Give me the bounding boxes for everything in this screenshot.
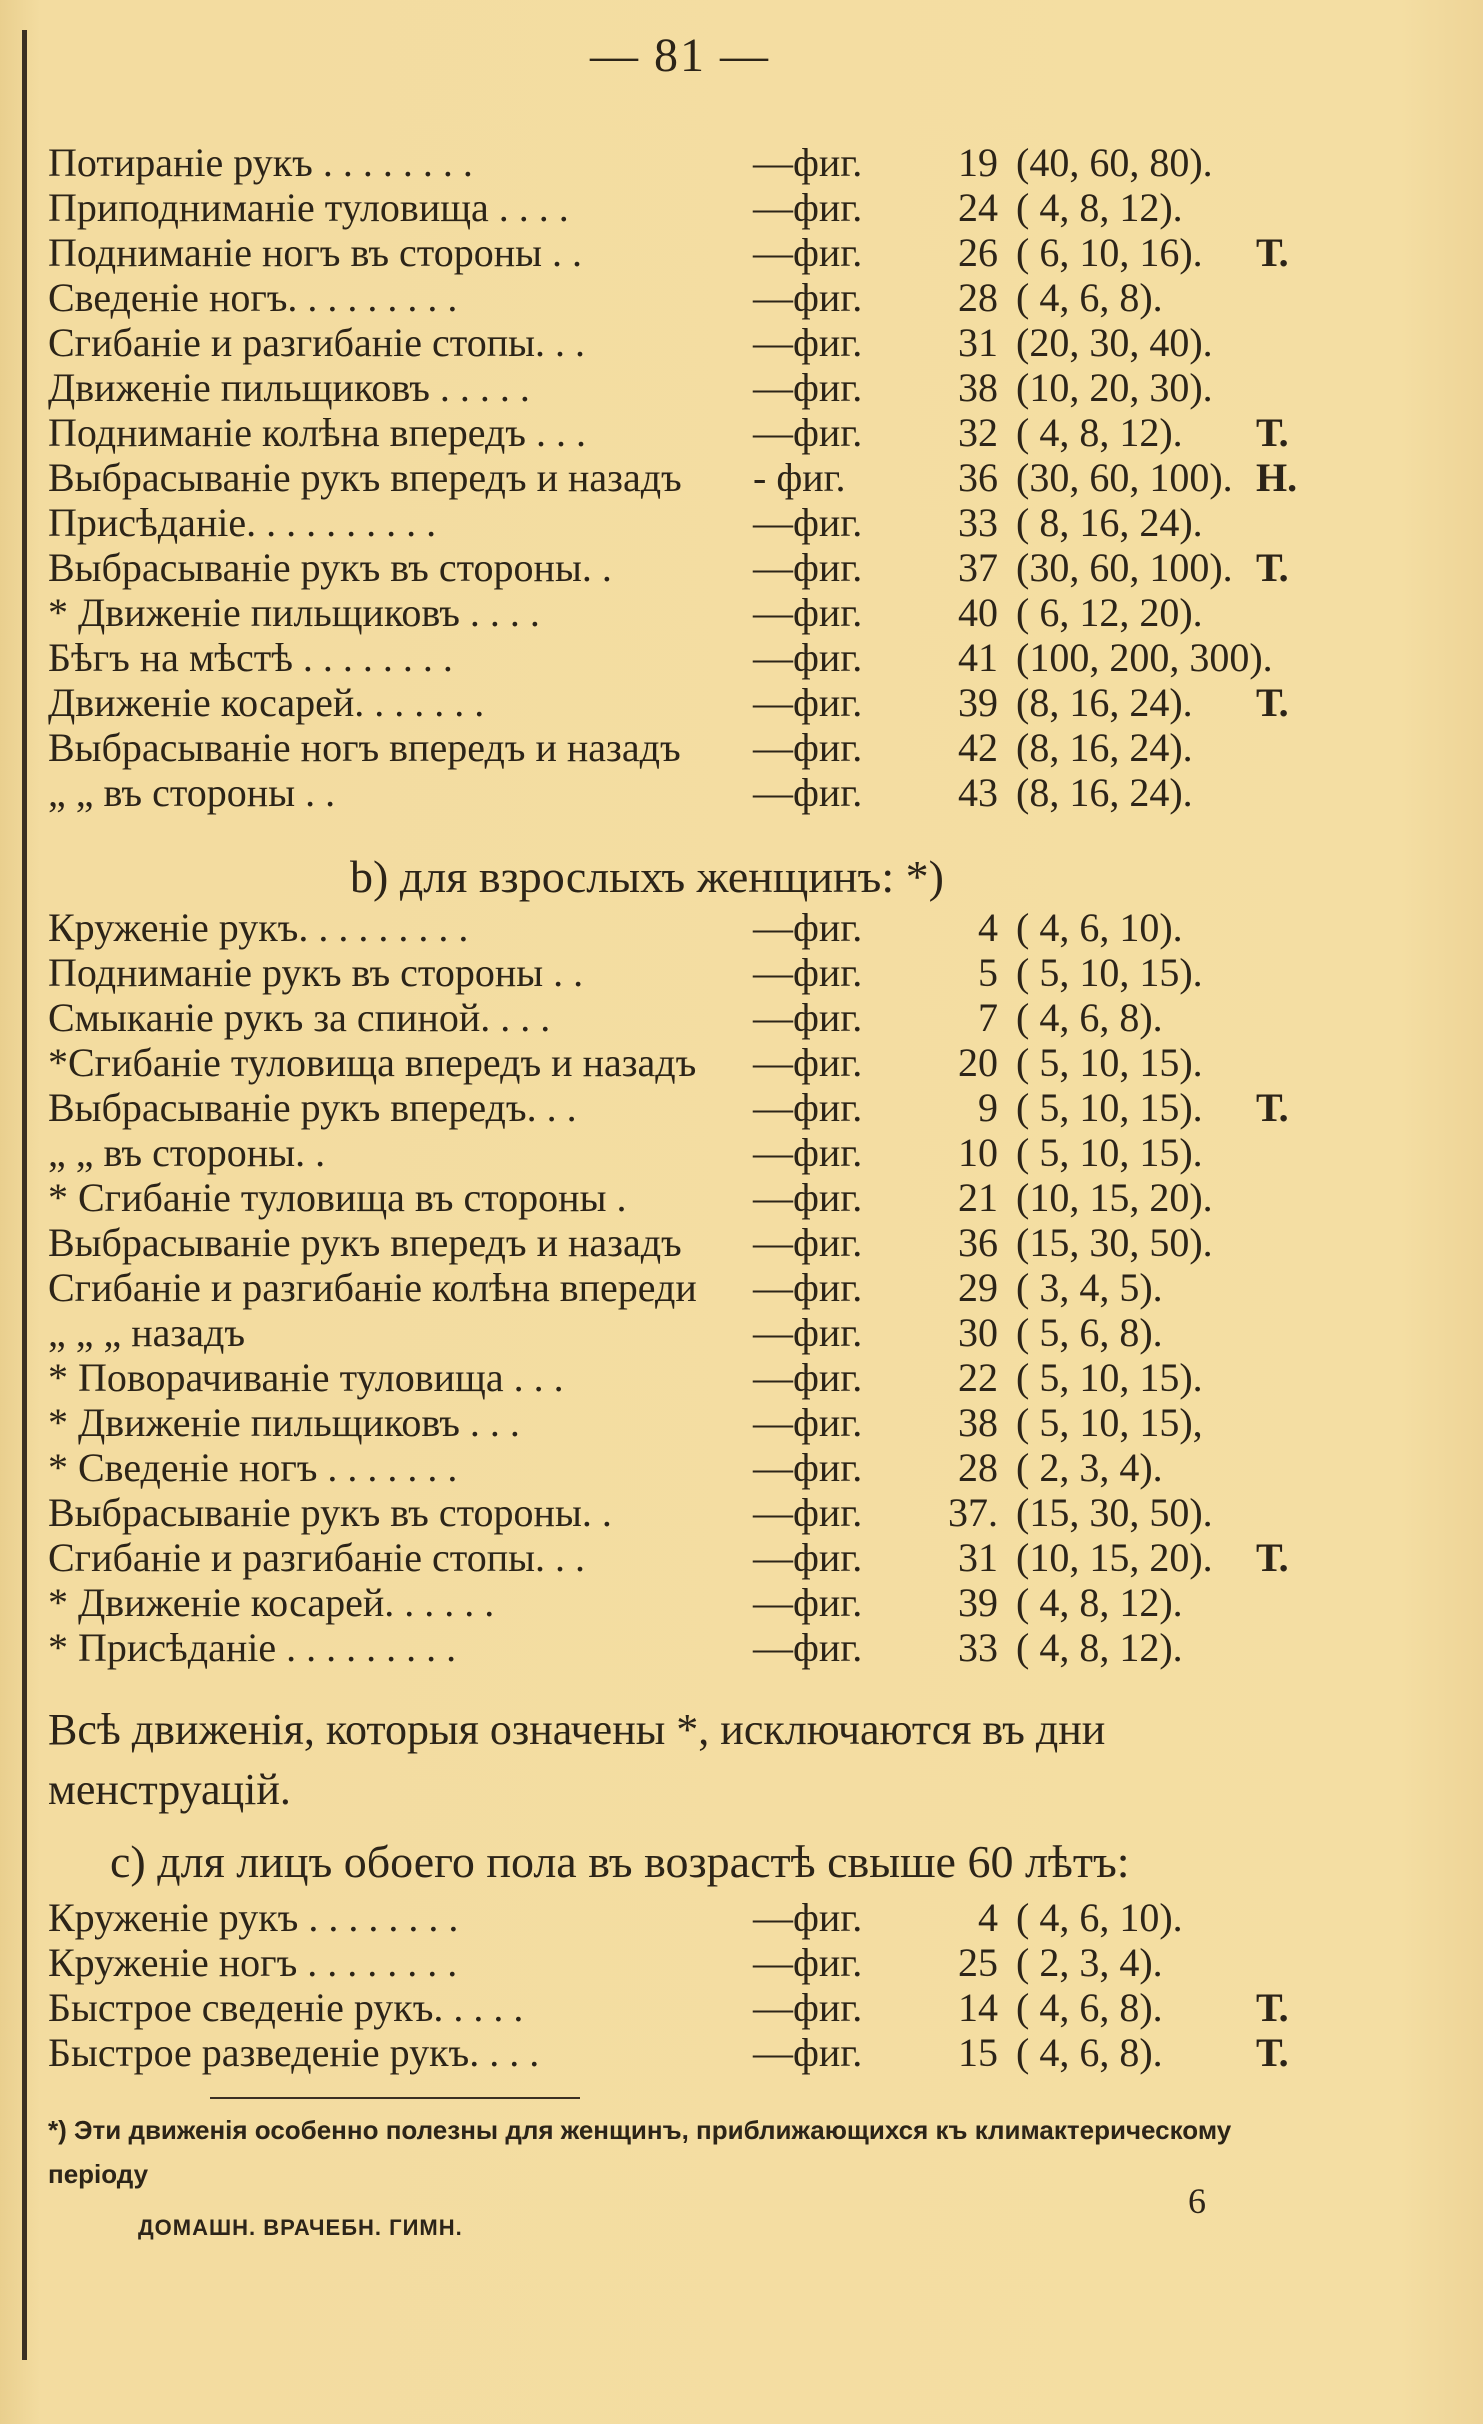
- repetition-series: (10, 15, 20).: [1016, 1175, 1213, 1220]
- exercise-row: [48, 1355, 1348, 1400]
- figure-number: 31: [958, 1535, 998, 1580]
- exercise-name: „ „ „ назадъ: [48, 1310, 246, 1355]
- repetition-series: ( 4, 8, 12).: [1016, 185, 1183, 230]
- footnote: *) Эти движенія особенно полезны для женщинъ, приближающихся къ климактерическому періоду: [48, 2115, 1232, 2189]
- repetition-series: ( 4, 6, 8).: [1016, 275, 1163, 320]
- exercise-row: [48, 905, 1348, 950]
- repetition-series: ( 5, 10, 15).: [1016, 1085, 1203, 1130]
- figure-number: 29: [958, 1265, 998, 1310]
- figure-number: 32: [958, 410, 998, 455]
- figure-label: —фиг.: [753, 1625, 863, 1670]
- repetition-series: ( 5, 10, 15).: [1016, 1355, 1203, 1400]
- exercise-name: Круженіе ногъ . . . . . . . .: [48, 1940, 458, 1985]
- figure-number: 40: [958, 590, 998, 635]
- mark-letter: Т.: [1256, 410, 1289, 455]
- exercise-name: Подниманіе ногъ въ стороны . .: [48, 230, 583, 275]
- exercise-row: [48, 680, 1348, 725]
- exercise-row: [48, 1220, 1348, 1265]
- exercise-row: [48, 275, 1348, 320]
- exercise-name: Выбрасываніе рукъ впередъ и назадъ: [48, 455, 682, 500]
- figure-label: —фиг.: [753, 1580, 863, 1625]
- exercise-row: [48, 365, 1348, 410]
- exercise-name: Сгибаніе и разгибаніе стопы. . .: [48, 320, 586, 365]
- exercise-name: Бѣгъ на мѣстѣ . . . . . . . .: [48, 635, 453, 680]
- exercise-name: Сведеніе ногъ. . . . . . . . .: [48, 275, 458, 320]
- figure-label: —фиг.: [753, 905, 863, 950]
- figure-label: —фиг.: [753, 2030, 863, 2075]
- exercise-name: „ „ въ стороны . .: [48, 770, 336, 815]
- mark-letter: Т.: [1256, 1535, 1289, 1580]
- repetition-series: ( 5, 10, 15),: [1016, 1400, 1203, 1445]
- figure-number: 38: [958, 365, 998, 410]
- figure-label: —фиг.: [753, 1085, 863, 1130]
- exercise-row: [48, 140, 1348, 185]
- figure-label: —фиг.: [753, 1940, 863, 1985]
- figure-number: 33: [958, 1625, 998, 1670]
- figure-label: —фиг.: [753, 545, 863, 590]
- exercise-name: Выбрасываніе ногъ впередъ и назадъ: [48, 725, 681, 770]
- repetition-series: ( 5, 10, 15).: [1016, 950, 1203, 995]
- figure-number: 19: [958, 140, 998, 185]
- figure-label: —фиг.: [753, 1490, 863, 1535]
- exercise-name: * Присѣданіе . . . . . . . . .: [48, 1625, 457, 1670]
- repetition-series: (8, 16, 24).: [1016, 770, 1193, 815]
- figure-label: - фиг.: [753, 455, 846, 500]
- figure-number: 24: [958, 185, 998, 230]
- repetition-series: (15, 30, 50).: [1016, 1490, 1213, 1535]
- menstruation-note: Всѣ движенія, которыя означены *, исключаются въ дни менструацій.: [48, 1705, 1106, 1814]
- exercise-row: [48, 1175, 1348, 1220]
- repetition-series: ( 5, 10, 15).: [1016, 1040, 1203, 1085]
- exercise-row: [48, 1940, 1348, 1985]
- figure-label: —фиг.: [753, 140, 863, 185]
- exercise-name: Движеніе косарей. . . . . . .: [48, 680, 485, 725]
- repetition-series: ( 5, 6, 8).: [1016, 1310, 1163, 1355]
- exercise-row: [48, 1310, 1348, 1355]
- repetition-series: ( 4, 8, 12).: [1016, 1625, 1183, 1670]
- exercise-name: Движеніе пильщиковъ . . . . .: [48, 365, 530, 410]
- repetition-series: ( 2, 3, 4).: [1016, 1445, 1163, 1490]
- figure-label: —фиг.: [753, 230, 863, 275]
- figure-label: —фиг.: [753, 635, 863, 680]
- repetition-series: ( 2, 3, 4).: [1016, 1940, 1163, 1985]
- section-c-heading: c) для лицъ обоего пола въ возрастѣ свыше 60 лѣтъ:: [110, 1836, 1130, 1887]
- figure-number: 15: [958, 2030, 998, 2075]
- figure-label: —фиг.: [753, 1040, 863, 1085]
- figure-number: 43: [958, 770, 998, 815]
- repetition-series: (30, 60, 100).: [1016, 455, 1233, 500]
- figure-label: —фиг.: [753, 365, 863, 410]
- figure-label: —фиг.: [753, 1400, 863, 1445]
- exercise-name: Выбрасываніе рукъ впередъ и назадъ: [48, 1220, 682, 1265]
- exercise-row: [48, 185, 1348, 230]
- exercise-name: Быстрое сведеніе рукъ. . . . .: [48, 1985, 524, 2030]
- figure-label: —фиг.: [753, 185, 863, 230]
- figure-number: 38: [958, 1400, 998, 1445]
- repetition-series: (40, 60, 80).: [1016, 140, 1213, 185]
- figure-label: —фиг.: [753, 1985, 863, 2030]
- figure-label: —фиг.: [753, 320, 863, 365]
- exercise-name: Быстрое разведеніе рукъ. . . .: [48, 2030, 540, 2075]
- exercise-row: [48, 1130, 1348, 1175]
- repetition-series: (15, 30, 50).: [1016, 1220, 1213, 1265]
- exercise-name: „ „ въ стороны. .: [48, 1130, 326, 1175]
- figure-label: —фиг.: [753, 1175, 863, 1220]
- exercise-name: * Сведеніе ногъ . . . . . . .: [48, 1445, 458, 1490]
- exercise-name: * Движеніе косарей. . . . . .: [48, 1580, 495, 1625]
- exercise-row: [48, 725, 1348, 770]
- footnote-rule: [210, 2097, 580, 2099]
- repetition-series: (100, 200, 300).: [1016, 635, 1273, 680]
- exercise-row: [48, 455, 1348, 500]
- page-spine-line: [22, 30, 27, 2360]
- exercise-row: [48, 410, 1348, 455]
- figure-number: 5: [978, 950, 998, 995]
- exercise-row: [48, 1985, 1348, 2030]
- figure-number: 20: [958, 1040, 998, 1085]
- exercise-row: [48, 500, 1348, 545]
- figure-number: 39: [958, 1580, 998, 1625]
- exercise-name: *Сгибаніе туловища впередъ и назадъ: [48, 1040, 697, 1085]
- repetition-series: ( 4, 8, 12).: [1016, 410, 1183, 455]
- exercise-name: Сгибаніе и разгибаніе стопы. . .: [48, 1535, 586, 1580]
- figure-number: 37.: [948, 1490, 998, 1535]
- exercise-row: [48, 1400, 1348, 1445]
- repetition-series: ( 4, 6, 8).: [1016, 1985, 1163, 2030]
- figure-number: 22: [958, 1355, 998, 1400]
- figure-number: 26: [958, 230, 998, 275]
- repetition-series: (10, 20, 30).: [1016, 365, 1213, 410]
- figure-number: 33: [958, 500, 998, 545]
- figure-number: 37: [958, 545, 998, 590]
- repetition-series: (8, 16, 24).: [1016, 725, 1193, 770]
- figure-label: —фиг.: [753, 1130, 863, 1175]
- exercise-name: Потираніе рукъ . . . . . . . .: [48, 140, 473, 185]
- exercise-row: [48, 1895, 1348, 1940]
- figure-label: —фиг.: [753, 590, 863, 635]
- figure-number: 42: [958, 725, 998, 770]
- figure-label: —фиг.: [753, 995, 863, 1040]
- section-c-list: [48, 1895, 1348, 2075]
- exercise-name: Круженіе рукъ . . . . . . . .: [48, 1895, 459, 1940]
- exercise-name: Выбрасываніе рукъ въ стороны. .: [48, 545, 612, 590]
- exercise-row: [48, 1625, 1348, 1670]
- exercise-row: [48, 1445, 1348, 1490]
- mark-letter: Т.: [1256, 680, 1289, 725]
- figure-number: 21: [958, 1175, 998, 1220]
- exercise-row: [48, 635, 1348, 680]
- figure-number: 14: [958, 1985, 998, 2030]
- section-b-heading: b) для взрослыхъ женщинъ: *): [350, 851, 944, 902]
- exercise-row: [48, 230, 1348, 275]
- figure-number: 4: [978, 1895, 998, 1940]
- exercise-row: [48, 950, 1348, 995]
- figure-label: —фиг.: [753, 680, 863, 725]
- exercise-name: Смыканіе рукъ за спиной. . . .: [48, 995, 551, 1040]
- figure-label: —фиг.: [753, 500, 863, 545]
- figure-label: —фиг.: [753, 1355, 863, 1400]
- figure-number: 39: [958, 680, 998, 725]
- exercise-row: [48, 2030, 1348, 2075]
- repetition-series: ( 4, 6, 8).: [1016, 995, 1163, 1040]
- exercise-name: Присѣданіе. . . . . . . . . .: [48, 500, 437, 545]
- figure-number: 7: [978, 995, 998, 1040]
- sheet-mark: 6: [1188, 2181, 1206, 2221]
- exercise-name: * Движеніе пильщиковъ . . . .: [48, 590, 540, 635]
- section-a-list: [48, 140, 1348, 815]
- repetition-series: (30, 60, 100).: [1016, 545, 1233, 590]
- exercise-row: [48, 545, 1348, 590]
- figure-number: 36: [958, 1220, 998, 1265]
- exercise-name: * Движеніе пильщиковъ . . .: [48, 1400, 520, 1445]
- exercise-name: Выбрасываніе рукъ въ стороны. .: [48, 1490, 612, 1535]
- exercise-name: * Сгибаніе туловища въ стороны .: [48, 1175, 627, 1220]
- exercise-row: [48, 1040, 1348, 1085]
- mark-letter: Т.: [1256, 230, 1289, 275]
- mark-letter: Т.: [1256, 545, 1289, 590]
- exercise-name: * Поворачиваніе туловища . . .: [48, 1355, 564, 1400]
- exercise-row: [48, 1490, 1348, 1535]
- repetition-series: ( 6, 10, 16).: [1016, 230, 1203, 275]
- figure-label: —фиг.: [753, 1265, 863, 1310]
- figure-label: —фиг.: [753, 1895, 863, 1940]
- mark-letter: Н.: [1256, 455, 1298, 500]
- figure-label: —фиг.: [753, 770, 863, 815]
- exercise-row: [48, 590, 1348, 635]
- repetition-series: ( 8, 16, 24).: [1016, 500, 1203, 545]
- exercise-row: [48, 1085, 1348, 1130]
- figure-number: 28: [958, 1445, 998, 1490]
- figure-number: 4: [978, 905, 998, 950]
- figure-label: —фиг.: [753, 725, 863, 770]
- figure-label: —фиг.: [753, 275, 863, 320]
- repetition-series: ( 4, 6, 10).: [1016, 1895, 1183, 1940]
- exercise-name: Приподниманіе туловища . . . .: [48, 185, 569, 230]
- figure-number: 10: [958, 1130, 998, 1175]
- exercise-row: [48, 995, 1348, 1040]
- figure-label: —фиг.: [753, 950, 863, 995]
- figure-label: —фиг.: [753, 1310, 863, 1355]
- figure-number: 41: [958, 635, 998, 680]
- figure-label: —фиг.: [753, 1445, 863, 1490]
- repetition-series: (20, 30, 40).: [1016, 320, 1213, 365]
- printer-signature: ДОМАШН. ВРАЧЕБН. ГИМН.: [138, 2215, 463, 2240]
- exercise-name: Выбрасываніе рукъ впередъ. . .: [48, 1085, 577, 1130]
- figure-label: —фиг.: [753, 1535, 863, 1580]
- exercise-name: Сгибаніе и разгибаніе колѣна впереди: [48, 1265, 697, 1310]
- figure-label: —фиг.: [753, 410, 863, 455]
- mark-letter: Т.: [1256, 2030, 1289, 2075]
- exercise-row: [48, 1580, 1348, 1625]
- exercise-row: [48, 320, 1348, 365]
- figure-label: —фиг.: [753, 1220, 863, 1265]
- exercise-row: [48, 770, 1348, 815]
- repetition-series: (10, 15, 20).: [1016, 1535, 1213, 1580]
- figure-number: 30: [958, 1310, 998, 1355]
- figure-number: 25: [958, 1940, 998, 1985]
- repetition-series: ( 6, 12, 20).: [1016, 590, 1203, 635]
- section-b-list: [48, 905, 1348, 1670]
- repetition-series: ( 5, 10, 15).: [1016, 1130, 1203, 1175]
- repetition-series: ( 4, 6, 8).: [1016, 2030, 1163, 2075]
- repetition-series: ( 4, 6, 10).: [1016, 905, 1183, 950]
- exercise-name: Подниманіе колѣна впередъ . . .: [48, 410, 586, 455]
- exercise-row: [48, 1265, 1348, 1310]
- repetition-series: (8, 16, 24).: [1016, 680, 1193, 725]
- exercise-name: Круженіе рукъ. . . . . . . . .: [48, 905, 469, 950]
- repetition-series: ( 4, 8, 12).: [1016, 1580, 1183, 1625]
- figure-number: 31: [958, 320, 998, 365]
- mark-letter: Т.: [1256, 1085, 1289, 1130]
- exercise-row: [48, 1535, 1348, 1580]
- figure-number: 28: [958, 275, 998, 320]
- repetition-series: ( 3, 4, 5).: [1016, 1265, 1163, 1310]
- page-number: — 81 —: [590, 29, 770, 82]
- mark-letter: Т.: [1256, 1985, 1289, 2030]
- figure-number: 9: [978, 1085, 998, 1130]
- exercise-name: Подниманіе рукъ въ стороны . .: [48, 950, 584, 995]
- figure-number: 36: [958, 455, 998, 500]
